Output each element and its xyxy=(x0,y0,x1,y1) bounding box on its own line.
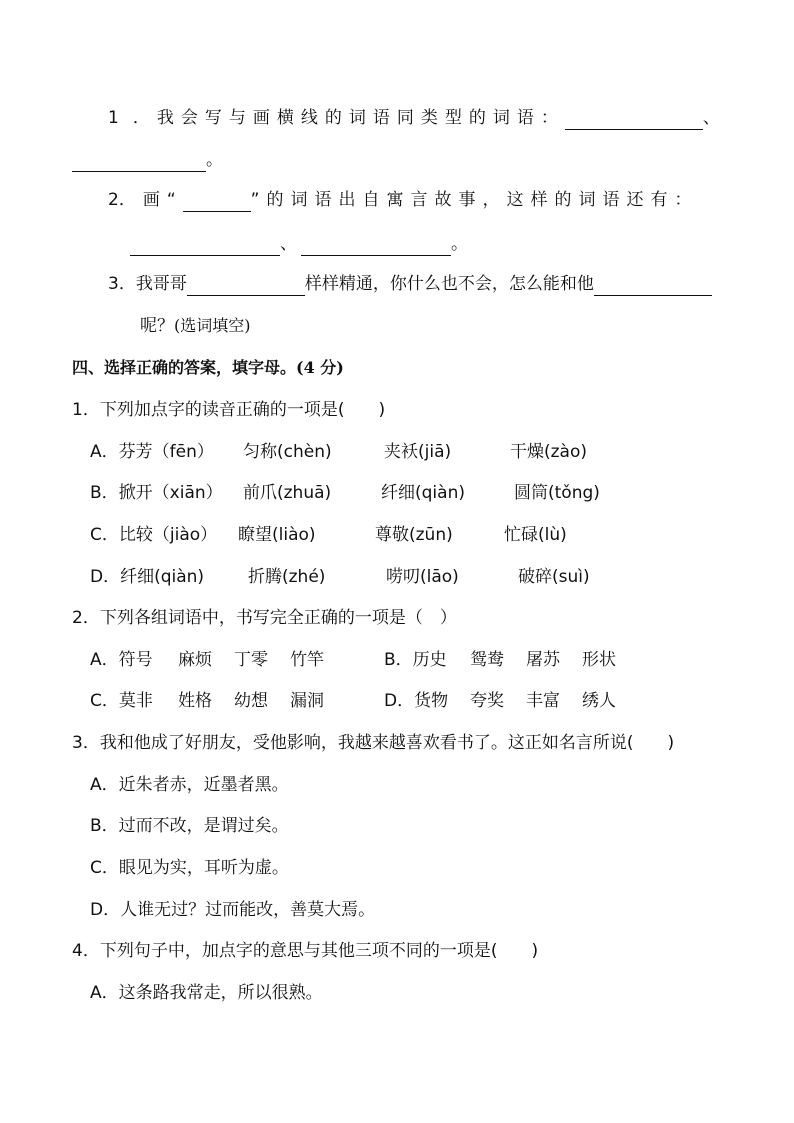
option-word: 竹竿 xyxy=(290,650,324,670)
option-word: 漏洞 xyxy=(290,691,324,711)
answer-blank[interactable] xyxy=(565,111,703,130)
option-word: 麻烦 xyxy=(178,650,212,670)
option-word: 干燥(zào) xyxy=(510,442,588,462)
answer-blank[interactable] xyxy=(72,153,206,172)
question-text: ．我会写与画横线的词语同类型的词语： xyxy=(132,108,565,128)
fill-question-3: 3．我哥哥 样样精通，你什么也不会，怎么能和他 xyxy=(108,272,712,296)
mc-question-1-stem: 1．下列加点字的读音正确的一项是( ) xyxy=(72,400,386,420)
option-c[interactable]: C．眼见为实，耳听为虚。 xyxy=(90,858,289,878)
hint-note: (选词填空) xyxy=(174,316,251,335)
option-word: 丁零 xyxy=(234,650,268,670)
question-number: 2 xyxy=(108,190,119,210)
option-word: 忙碌(lù) xyxy=(504,525,567,545)
option-word: 折腾(zhé) xyxy=(248,567,326,587)
option-a[interactable]: A．这条路我常走，所以很熟。 xyxy=(90,983,323,1003)
question-number: 3 xyxy=(108,274,119,294)
option-word: 屠苏 xyxy=(526,650,560,670)
answer-blank[interactable] xyxy=(183,193,251,212)
mc-question-2-stem: 2．下列各组词语中，书写完全正确的一项是（ ） xyxy=(72,608,457,628)
option-word: 鸳鸯 xyxy=(470,650,504,670)
option-row[interactable]: B．掀开（xiān） xyxy=(90,483,223,503)
option-word: 圆筒(tǒng) xyxy=(514,483,600,503)
answer-blank[interactable] xyxy=(187,277,305,296)
question-text: 样样精通，你什么也不会，怎么能和他 xyxy=(304,274,594,294)
option-a[interactable]: A．符号 xyxy=(90,650,153,670)
option-word: 丰富 xyxy=(526,691,560,711)
option-word: 夹袄(jiā) xyxy=(384,442,452,462)
option-word: 纤细(qiàn) xyxy=(381,483,465,503)
question-text: ”的词语出自寓言故事，这样的词语还有： xyxy=(250,190,699,210)
option-word: 姓格 xyxy=(178,691,212,711)
fill-question-3-cont: 呢？(选词填空) xyxy=(140,316,251,336)
option-d[interactable]: D．人谁无过？过而能改，善莫大焉。 xyxy=(90,900,376,920)
answer-blank[interactable] xyxy=(301,237,451,256)
section-heading: 四、选择正确的答案，填字母。(4 分) xyxy=(72,358,344,377)
option-word: 唠叨(lāo) xyxy=(386,567,459,587)
fill-question-1: 1 ．我会写与画横线的词语同类型的词语： 、 xyxy=(108,108,720,128)
option-word: 前爪(zhuā) xyxy=(243,483,332,503)
option-word: 形状 xyxy=(582,650,616,670)
option-c[interactable]: C．莫非 xyxy=(90,691,153,711)
option-word: 瞭望(liào) xyxy=(238,525,316,545)
option-b[interactable]: B．过而不改，是谓过矣。 xyxy=(90,816,289,836)
option-word: 夸奖 xyxy=(470,691,504,711)
option-word: 绣人 xyxy=(582,691,616,711)
fill-question-2-cont: 、 。 xyxy=(130,232,468,256)
option-word: 幼想 xyxy=(234,691,268,711)
option-word: 尊敬(zūn) xyxy=(375,525,453,545)
mc-question-4-stem: 4．下列句子中，加点字的意思与其他三项不同的一项是( ) xyxy=(72,941,539,961)
question-number: 1 xyxy=(108,108,119,128)
answer-blank[interactable] xyxy=(130,237,280,256)
mc-question-3-stem: 3．我和他成了好朋友，受他影响，我越来越喜欢看书了。这正如名言所说( ) xyxy=(72,733,675,753)
fill-question-2: 2．画“ ”的词语出自寓言故事，这样的词语还有： xyxy=(108,190,699,210)
option-row[interactable]: A．芬芳（fēn） xyxy=(90,442,214,462)
option-word: 匀称(chèn) xyxy=(243,442,332,462)
option-a[interactable]: A．近朱者赤，近墨者黑。 xyxy=(90,775,289,795)
option-row[interactable]: C．比较（jiào） xyxy=(90,525,218,545)
option-word: 破碎(suì) xyxy=(518,567,590,587)
fill-question-1-cont: 。 xyxy=(72,148,223,172)
option-d[interactable]: D．货物 xyxy=(384,691,449,711)
option-row[interactable]: D．纤细(qiàn) xyxy=(90,567,205,587)
answer-blank[interactable] xyxy=(594,277,712,296)
option-b[interactable]: B．历史 xyxy=(384,650,447,670)
